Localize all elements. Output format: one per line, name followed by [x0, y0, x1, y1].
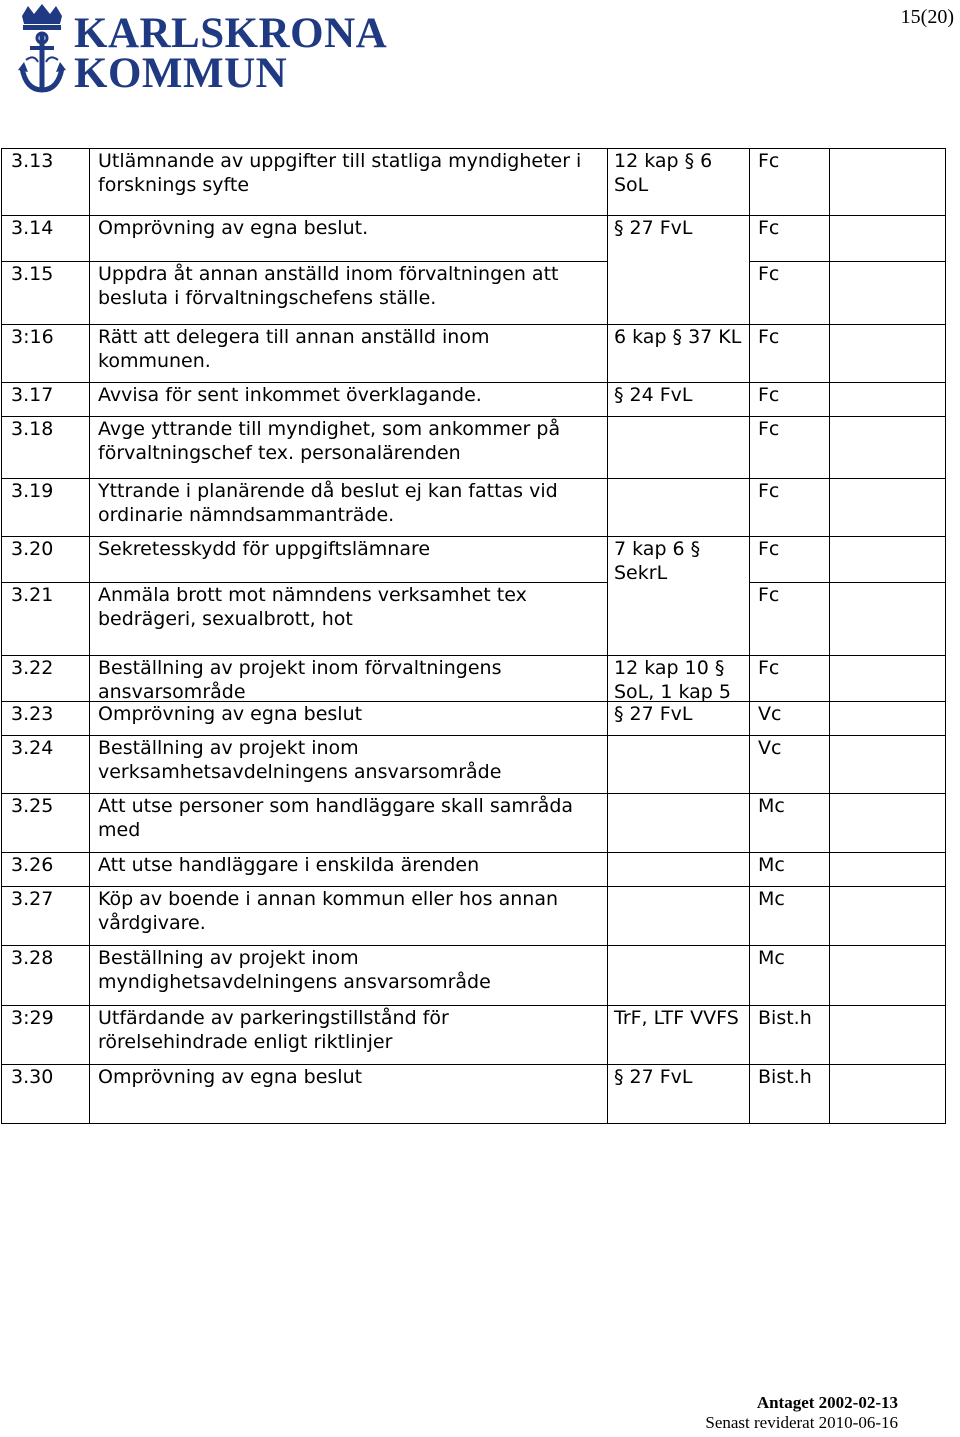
item-number-cell [2, 853, 90, 887]
note-cell [830, 794, 946, 853]
table-row [2, 702, 946, 736]
note-cell [830, 417, 946, 479]
table-row [2, 325, 946, 383]
item-number-text: 3.30 [11, 1066, 54, 1088]
delegate-cell [750, 216, 830, 262]
law-reference-text [608, 417, 749, 478]
decision-text-cell [90, 656, 608, 702]
delegate-cell [750, 1006, 830, 1065]
law-reference-text: 6 kap § 37 KL [614, 326, 742, 348]
law-reference-text: TrF, LTF VVFS [614, 1007, 739, 1029]
law-reference-text [608, 479, 749, 536]
delegate-cell [750, 417, 830, 479]
item-number-cell [2, 149, 90, 216]
item-number-cell [2, 583, 90, 656]
item-number-text: 3.15 [11, 263, 54, 286]
decision-text-cell [90, 537, 608, 583]
delegate-text: Fc [758, 150, 780, 172]
note-text [830, 216, 945, 261]
decision-text-text: Omprövning av egna beslut [98, 703, 363, 725]
law-reference-text: 12 kap 10 § SoL, 1 kap 5 [614, 657, 731, 701]
item-number-text: 3.22 [11, 657, 54, 679]
decision-text-cell [90, 149, 608, 216]
law-reference-cell [608, 736, 750, 794]
law-reference-text: § 27 FvL [614, 1066, 693, 1088]
delegate-text: Fc [758, 584, 780, 607]
note-text [830, 736, 945, 793]
law-reference-cell [608, 417, 750, 479]
note-cell [830, 1006, 946, 1065]
delegate-text: Fc [758, 418, 780, 440]
table-row [2, 149, 946, 216]
law-reference-text: § 27 FvL [614, 703, 693, 725]
table-row [2, 383, 946, 417]
note-text [830, 1065, 945, 1123]
delegate-text: Fc [758, 538, 780, 560]
crown-anchor-crest-icon [16, 2, 68, 96]
delegate-cell [750, 736, 830, 794]
note-cell [830, 583, 946, 656]
law-reference-cell [608, 946, 750, 1006]
item-number-cell [2, 702, 90, 736]
item-number-cell [2, 479, 90, 537]
decision-text-text: Att utse handläggare i enskilda ärenden [98, 854, 480, 876]
document-footer [705, 1393, 898, 1433]
table-row [2, 583, 946, 656]
note-text [830, 656, 945, 701]
decision-text-cell [90, 946, 608, 1006]
item-number-cell [2, 736, 90, 794]
law-reference-text: 12 kap § 6 SoL [614, 150, 713, 196]
delegate-cell [750, 1065, 830, 1124]
delegate-text: Fc [758, 384, 780, 406]
law-reference-cell [608, 149, 750, 216]
delegate-text: Fc [758, 217, 780, 239]
item-number-text: 3.17 [11, 384, 54, 406]
item-number-cell [2, 216, 90, 262]
delegate-cell [750, 262, 830, 325]
item-number-text: 3.19 [11, 480, 54, 502]
decision-text-text: Utfärdande av parkeringstillstånd för rörelsehindrade enligt riktlinjer [98, 1007, 449, 1053]
item-number-text: 3.21 [11, 584, 54, 607]
decision-text-cell [90, 702, 608, 736]
note-text [830, 946, 945, 1005]
decision-text-cell [90, 794, 608, 853]
delegate-cell [750, 149, 830, 216]
note-cell [830, 479, 946, 537]
note-text [830, 853, 945, 886]
law-reference-text [608, 887, 749, 945]
law-reference-cell [608, 702, 750, 736]
delegate-cell [750, 702, 830, 736]
decision-text-cell [90, 417, 608, 479]
item-number-cell [2, 417, 90, 479]
delegate-cell [750, 537, 830, 583]
adopted-date: Antaget 2002-02-13 [756, 1393, 898, 1412]
item-number-cell [2, 887, 90, 946]
law-reference-cell [608, 794, 750, 853]
note-cell [830, 325, 946, 383]
note-text [830, 794, 945, 852]
delegate-cell [750, 383, 830, 417]
item-number-text: 3:29 [11, 1007, 54, 1029]
item-number-text: 3.18 [11, 418, 54, 440]
table-row [2, 1006, 946, 1065]
decision-text-text: Köp av boende i annan kommun eller hos annan vårdgivare. [98, 888, 559, 934]
delegate-cell [750, 479, 830, 537]
table-row [2, 1065, 946, 1124]
note-text [830, 702, 945, 735]
law-reference-cell [608, 656, 750, 702]
item-number-text: 3.26 [11, 854, 54, 876]
decision-text-text: Omprövning av egna beslut. [98, 217, 369, 239]
revised-date: Senast reviderat 2010-06-16 [705, 1413, 898, 1432]
item-number-cell [2, 537, 90, 583]
decision-text-text: Beställning av projekt inom verksamhetsavdelningens ansvarsområde [98, 737, 502, 783]
delegate-text: Fc [758, 480, 780, 502]
decision-text-cell [90, 383, 608, 417]
item-number-text: 3.14 [11, 217, 54, 239]
logo-text-karlskrona: KARLSKRONA [74, 10, 388, 57]
law-reference-cell [608, 383, 750, 417]
delegate-cell [750, 325, 830, 383]
table-row [2, 656, 946, 702]
decision-text-text: Beställning av projekt inom myndighetsavdelningens ansvarsområde [98, 947, 491, 993]
item-number-cell [2, 656, 90, 702]
delegate-text: Mc [758, 947, 785, 969]
item-number-text: 3.27 [11, 888, 54, 910]
note-text [830, 479, 945, 536]
item-number-cell [2, 325, 90, 383]
law-reference-text [608, 794, 749, 852]
item-number-text: 3:16 [11, 326, 54, 348]
decision-text-cell [90, 887, 608, 946]
decision-text-text: Beställning av projekt inom förvaltningens ansvarsområde [98, 657, 502, 701]
table-row [2, 946, 946, 1006]
decision-text-text: Rätt att delegera till annan anställd inom kommunen. [98, 326, 490, 372]
karlskrona-kommun-logo [16, 2, 396, 98]
item-number-text: 3.13 [11, 150, 54, 172]
delegation-table [1, 148, 946, 1124]
table-row [2, 479, 946, 537]
decision-text-text: Omprövning av egna beslut [98, 1066, 363, 1088]
logo-text-kommun: KOMMUN [74, 50, 288, 97]
note-cell [830, 1065, 946, 1124]
delegate-cell [750, 946, 830, 1006]
decision-text-text: Avge yttrande till myndighet, som ankommer på förvaltningschef tex. personalärenden [98, 418, 561, 464]
note-cell [830, 853, 946, 887]
table-row [2, 887, 946, 946]
delegate-cell [750, 794, 830, 853]
law-reference-cell [608, 537, 750, 656]
item-number-text: 3.20 [11, 538, 54, 560]
decision-text-cell [90, 325, 608, 383]
table-row [2, 216, 946, 262]
note-text [830, 325, 945, 382]
decision-text-cell [90, 853, 608, 887]
delegate-text: Vc [758, 703, 782, 725]
note-text [830, 1006, 945, 1064]
law-reference-text [608, 736, 749, 793]
note-cell [830, 537, 946, 583]
item-number-cell [2, 946, 90, 1006]
note-cell [830, 383, 946, 417]
decision-text-text: Att utse personer som handläggare skall samråda med [98, 795, 574, 841]
law-reference-cell [608, 325, 750, 383]
note-text [830, 383, 945, 416]
law-reference-cell [608, 887, 750, 946]
note-cell [830, 736, 946, 794]
delegate-text: Fc [758, 657, 780, 679]
law-reference-text: § 24 FvL [614, 384, 693, 406]
decision-text-cell [90, 262, 608, 325]
law-reference-cell [608, 1006, 750, 1065]
item-number-text: 3.25 [11, 795, 54, 817]
item-number-cell [2, 262, 90, 325]
item-number-cell [2, 1065, 90, 1124]
law-reference-text [608, 946, 749, 1005]
note-text [830, 583, 945, 654]
item-number-cell [2, 1006, 90, 1065]
delegate-text: Fc [758, 326, 780, 348]
note-cell [830, 656, 946, 702]
page-header [0, 0, 960, 130]
decision-text-cell [90, 1006, 608, 1065]
decision-text-text: Yttrande i planärende då beslut ej kan fattas vid ordinarie nämndsammanträde. [98, 480, 558, 526]
law-reference-text [608, 853, 749, 886]
decision-text-cell [90, 1065, 608, 1124]
decision-text-text: Uppdra åt annan anställd inom förvaltningen att besluta i förvaltningschefens ställe. [98, 263, 559, 310]
delegate-text: Bist.h [758, 1066, 812, 1088]
note-text [830, 262, 945, 323]
item-number-text: 3.24 [11, 737, 54, 759]
table-row [2, 262, 946, 325]
note-text [830, 887, 945, 945]
decision-text-text: Anmäla brott mot nämndens verksamhet tex bedrägeri, sexualbrott, hot [98, 584, 527, 631]
note-text [830, 149, 945, 215]
decision-text-cell [90, 216, 608, 262]
table-row [2, 736, 946, 794]
note-cell [830, 216, 946, 262]
note-text [830, 537, 945, 582]
item-number-cell [2, 794, 90, 853]
note-text [830, 417, 945, 478]
delegate-text: Mc [758, 854, 785, 876]
note-cell [830, 262, 946, 325]
note-cell [830, 702, 946, 736]
item-number-text: 3.28 [11, 947, 54, 969]
table-row [2, 417, 946, 479]
decision-text-cell [90, 583, 608, 656]
decision-text-text: Sekretesskydd för uppgiftslämnare [98, 538, 431, 560]
note-cell [830, 946, 946, 1006]
delegate-text: Vc [758, 737, 782, 759]
delegate-cell [750, 583, 830, 656]
law-reference-text: § 27 FvL [614, 217, 693, 239]
item-number-cell [2, 383, 90, 417]
law-reference-cell [608, 1065, 750, 1124]
table-row [2, 794, 946, 853]
law-reference-text: 7 kap 6 § SekrL [614, 538, 701, 584]
delegate-text: Mc [758, 888, 785, 910]
table-row [2, 537, 946, 583]
law-reference-cell [608, 479, 750, 537]
delegate-cell [750, 887, 830, 946]
note-cell [830, 149, 946, 216]
note-cell [830, 887, 946, 946]
page-number: 15(20) [900, 6, 954, 28]
decision-text-cell [90, 479, 608, 537]
table-row [2, 853, 946, 887]
law-reference-cell [608, 216, 750, 325]
delegate-cell [750, 853, 830, 887]
delegate-text: Mc [758, 795, 785, 817]
item-number-text: 3.23 [11, 703, 54, 725]
delegate-cell [750, 656, 830, 702]
decision-text-text: Avvisa för sent inkommet överklagande. [98, 384, 482, 406]
delegate-text: Fc [758, 263, 780, 286]
decision-text-cell [90, 736, 608, 794]
decision-text-text: Utlämnande av uppgifter till statliga myndigheter i forsknings syfte [98, 150, 582, 196]
law-reference-cell [608, 853, 750, 887]
delegate-text: Bist.h [758, 1007, 812, 1029]
